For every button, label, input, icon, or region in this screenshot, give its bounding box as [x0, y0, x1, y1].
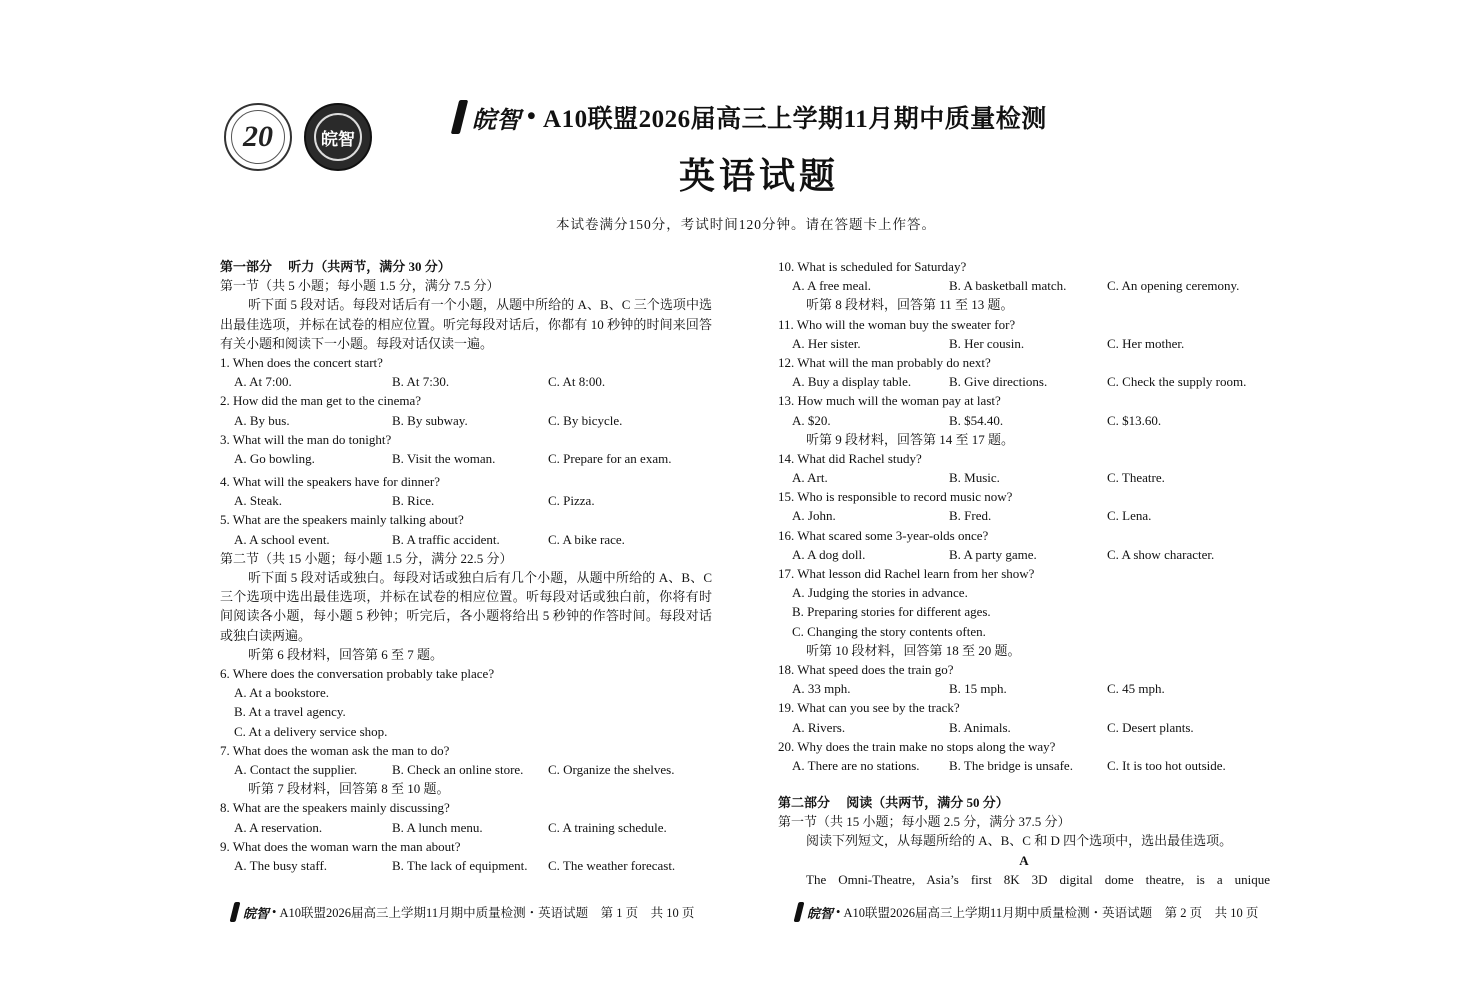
- option-a: A. At 7:00.: [234, 374, 292, 390]
- option-a: A. Art.: [792, 470, 828, 486]
- passage-first-line: The Omni-Theatre, Asia’s first 8K 3D digital dome theatre, is a unique: [806, 871, 1270, 887]
- question-17: 17. What lesson did Rachel learn from her show?: [778, 566, 1035, 581]
- question-1: 1. When does the concert start?: [220, 354, 383, 370]
- page-2-footer: [796, 902, 1258, 922]
- option-b: B. Rice.: [392, 493, 435, 509]
- option-c: C. A training schedule.: [548, 819, 667, 835]
- page-1-footer: [232, 902, 694, 922]
- option-a: A. There are no stations.: [792, 757, 920, 773]
- question-2: 2. How did the man get to the cinema?: [220, 393, 422, 409]
- option-b: B. Music.: [949, 470, 1000, 486]
- wanzhi-logo-mark: 皖智: [314, 113, 362, 161]
- option-c: C. It is too hot outside.: [1107, 757, 1226, 773]
- question-20: 20. Why does the train make no stops along the way?: [778, 738, 1056, 754]
- question-12: 12. What will the man probably do next?: [778, 354, 991, 370]
- option-b: B. By subway.: [392, 412, 468, 428]
- header-dot: •: [527, 103, 544, 130]
- footer-brand: 皖智: [807, 905, 834, 921]
- option-c: C. Theatre.: [1107, 470, 1165, 486]
- question-10-options: [778, 276, 1270, 295]
- option-b: B. Check an online store.: [392, 761, 524, 777]
- question-14: 14. What did Rachel study?: [778, 450, 922, 466]
- option-c: C. Prepare for an exam.: [548, 450, 672, 466]
- option-b: B. 15 mph.: [949, 681, 1007, 697]
- part2-title: 第二部分 阅读（共两节，满分 50 分）: [778, 795, 1009, 811]
- question-16-options: [778, 545, 1270, 564]
- reading-sec1-title: 第一节（共 15 小题；每小题 2.5 分，满分 37.5 分）: [778, 814, 1071, 830]
- option-b: B. The lack of equipment.: [392, 857, 528, 873]
- option-b: B. Fred.: [949, 508, 992, 524]
- brand-brush-icon: [230, 902, 241, 922]
- option-b: B. Her cousin.: [949, 335, 1025, 351]
- option-b: B. At 7:30.: [392, 374, 450, 390]
- option-b: B. At a travel agency.: [234, 704, 346, 720]
- question-5: 5. What are the speakers mainly talking about?: [220, 512, 464, 528]
- option-a: A. Buy a display table.: [792, 374, 912, 390]
- question-12-options: [778, 372, 1270, 391]
- option-a: A. Judging the stories in advance.: [792, 585, 968, 601]
- question-7: 7. What does the woman ask the man to do?: [220, 742, 450, 758]
- sec2-title: 第二节（共 15 小题；每小题 1.5 分，满分 22.5 分）: [220, 550, 513, 566]
- question-1-options: [220, 372, 712, 391]
- question-18: 18. What speed does the train go?: [778, 661, 954, 677]
- footer-brand: 皖智: [243, 905, 270, 921]
- question-2-options: [220, 411, 712, 430]
- reading-instructions: 阅读下列短文，从每题所给的 A、B、C 和 D 四个选项中，选出最佳选项。: [806, 833, 1233, 849]
- option-a: A. Go bowling.: [234, 450, 315, 466]
- option-c: C. A show character.: [1107, 546, 1215, 562]
- alliance-logo: [224, 103, 292, 171]
- material-6-note: 听第 6 段材料，回答第 6 至 7 题。: [248, 646, 444, 662]
- option-a: A. A free meal.: [792, 278, 872, 294]
- sec1-instructions: 听下面 5 段对话。每段对话后有一个小题，从题中所给的 A、B、C 三个选项中选出最佳选项，并标在试卷的相应位置。听完每段对话后，你都有 10 秒钟的时间来回答有关小题和阅读下一小题。每段对话仅读一遍。: [220, 297, 712, 351]
- question-9-options: [220, 856, 712, 875]
- question-11-options: [778, 334, 1270, 353]
- right-column: [778, 257, 1270, 889]
- material-10-note: 听第 10 段材料，回答第 18 至 20 题。: [806, 642, 1021, 658]
- option-c: C. Organize the shelves.: [548, 761, 675, 777]
- part1-title: 第一部分 听力（共两节，满分 30 分）: [220, 259, 451, 274]
- option-c: C. Pizza.: [548, 493, 595, 509]
- question-5-options: [220, 530, 712, 549]
- question-8: 8. What are the speakers mainly discussing?: [220, 800, 450, 816]
- alliance-logo-mark: 20: [231, 110, 285, 164]
- question-9: 9. What does the woman warn the man about?: [220, 838, 461, 854]
- question-16: 16. What scared some 3-year-olds once?: [778, 527, 989, 543]
- option-a: A. At a bookstore.: [234, 685, 329, 701]
- option-b: B. Visit the woman.: [392, 450, 496, 466]
- option-a: A. Steak.: [234, 493, 283, 509]
- brand-brush-icon: [794, 902, 805, 922]
- question-13-options: [778, 411, 1270, 430]
- question-4-options: [220, 491, 712, 510]
- option-c: C. Changing the story contents often.: [792, 623, 986, 639]
- sec2-instructions: 听下面 5 段对话或独白。每段对话或独白后有几个小题，从题中所给的 A、B、C 三个选项中选出最佳选项，并标在试卷的相应位置。听每段对话或独白前，你将有时间阅读各小题，每小题 5 秒钟；听完后，各小题将给出 5 秒钟的作答时间。每段对话或独白读两遍。: [220, 570, 712, 643]
- footer-dot: •: [272, 904, 280, 919]
- option-c: C. By bicycle.: [548, 412, 623, 428]
- question-14-options: [778, 468, 1270, 487]
- question-4: 4. What will the speakers have for dinner?: [220, 474, 440, 490]
- option-b: B. A basketball match.: [949, 278, 1067, 294]
- wanzhi-education-logo: [304, 103, 372, 171]
- option-b: B. A party game.: [949, 546, 1037, 562]
- question-3: 3. What will the man do tonight?: [220, 431, 392, 447]
- option-b: B. The bridge is unsafe.: [949, 757, 1073, 773]
- option-c: C. Check the supply room.: [1107, 374, 1247, 390]
- option-c: C. A bike race.: [548, 531, 625, 547]
- option-c: C. 45 mph.: [1107, 681, 1165, 697]
- brand-brush-icon: [451, 100, 468, 134]
- option-a: A. John.: [792, 508, 836, 524]
- subject-title: 英语试题: [679, 156, 840, 196]
- option-b: B. Preparing stories for different ages.: [792, 604, 991, 620]
- brand-name: 皖智: [472, 107, 521, 134]
- option-a: A. By bus.: [234, 412, 290, 428]
- question-11: 11. Who will the woman buy the sweater for?: [778, 316, 1016, 332]
- footer-text: A10联盟2026届高三上学期11月期中质量检测・英语试题 第 1 页 共 10 页: [279, 906, 695, 920]
- option-c: C. Desert plants.: [1107, 719, 1194, 735]
- option-a: A. A reservation.: [234, 819, 323, 835]
- option-c: C. At 8:00.: [548, 374, 606, 390]
- question-13: 13. How much will the woman pay at last?: [778, 393, 1001, 409]
- option-c: C. $13.60.: [1107, 412, 1162, 428]
- option-b: B. $54.40.: [949, 412, 1004, 428]
- footer-dot: •: [836, 904, 844, 919]
- option-c: C. An opening ceremony.: [1107, 278, 1240, 294]
- material-9-note: 听第 9 段材料，回答第 14 至 17 题。: [806, 431, 1015, 447]
- option-c: C. Her mother.: [1107, 335, 1185, 351]
- exam-header: [455, 97, 1047, 137]
- option-a: A. 33 mph.: [792, 681, 851, 697]
- option-b: B. A traffic accident.: [392, 531, 500, 547]
- question-3-options: [220, 449, 712, 468]
- option-c: C. Lena.: [1107, 508, 1152, 524]
- question-19-options: [778, 718, 1270, 737]
- option-c: C. The weather forecast.: [548, 857, 676, 873]
- question-8-options: [220, 818, 712, 837]
- material-8-note: 听第 8 段材料，回答第 11 至 13 题。: [806, 297, 1014, 313]
- option-a: A. Rivers.: [792, 719, 846, 735]
- question-6: 6. Where does the conversation probably take place?: [220, 666, 495, 682]
- option-b: B. Animals.: [949, 719, 1011, 735]
- left-column: [220, 257, 712, 875]
- question-10: 10. What is scheduled for Saturday?: [778, 259, 967, 274]
- option-b: B. Give directions.: [949, 374, 1048, 390]
- sec1-title: 第一节（共 5 小题；每小题 1.5 分，满分 7.5 分）: [220, 278, 500, 294]
- option-a: A. $20.: [792, 412, 831, 428]
- option-a: A. Her sister.: [792, 335, 861, 351]
- footer-text: A10联盟2026届高三上学期11月期中质量检测・英语试题 第 2 页 共 10 页: [843, 906, 1259, 920]
- question-18-options: [778, 679, 1270, 698]
- question-19: 19. What can you see by the track?: [778, 700, 960, 716]
- question-20-options: [778, 756, 1270, 775]
- option-a: A. The busy staff.: [234, 857, 328, 873]
- option-a: A. A school event.: [234, 531, 330, 547]
- option-a: A. Contact the supplier.: [234, 761, 358, 777]
- exam-instructions: 本试卷满分150分，考试时间120分钟。请在答题卡上作答。: [556, 217, 936, 232]
- material-7-note: 听第 7 段材料，回答第 8 至 10 题。: [248, 781, 450, 797]
- option-c: C. At a delivery service shop.: [234, 723, 388, 739]
- question-15: 15. Who is responsible to record music now?: [778, 489, 1013, 505]
- option-b: B. A lunch menu.: [392, 819, 483, 835]
- passage-label: A: [1019, 852, 1029, 868]
- question-7-options: [220, 760, 712, 779]
- exam-title: A10联盟2026届高三上学期11月期中质量检测: [543, 106, 1047, 133]
- option-a: A. A dog doll.: [792, 546, 866, 562]
- question-15-options: [778, 506, 1270, 525]
